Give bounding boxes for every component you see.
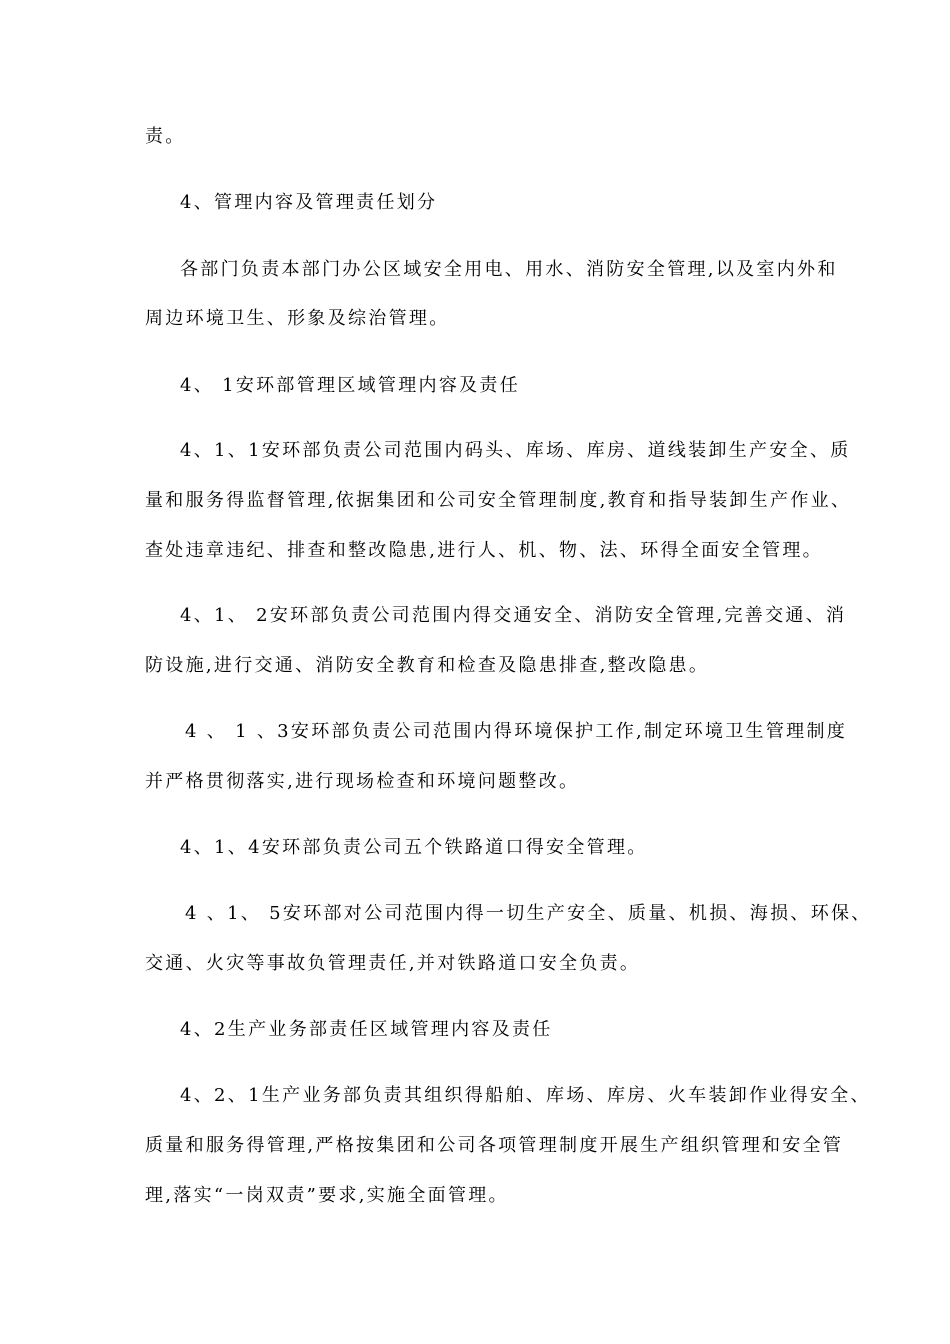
paragraph-line: 查处违章违纪、排查和整改隐患,进行人、机、物、法、环得全面安全管理。 bbox=[145, 540, 823, 561]
paragraph-line: 4 、 1 、3安环部负责公司范围内得环境保护工作,制定环境卫生管理制度 bbox=[185, 721, 848, 742]
paragraph-line: 责。 bbox=[145, 126, 186, 147]
paragraph-line: 量和服务得监督管理,依据集团和公司安全管理制度,教育和指导装卸生产作业、 bbox=[145, 490, 852, 511]
paragraph-line: 4、1、 2安环部负责公司范围内得交通安全、消防安全管理,完善交通、消 bbox=[180, 605, 847, 626]
paragraph-line: 防设施,进行交通、消防安全教育和检查及隐患排查,整改隐患。 bbox=[145, 655, 710, 676]
paragraph-line: 各部门负责本部门办公区域安全用电、用水、消防安全管理,以及室内外和 bbox=[180, 259, 838, 280]
paragraph-line: 理,落实“一岗双责”要求,实施全面管理。 bbox=[145, 1185, 509, 1206]
paragraph-line: 并严格贯彻落实,进行现场检查和环境问题整改。 bbox=[145, 771, 580, 792]
paragraph-line: 质量和服务得管理,严格按集团和公司各项管理制度开展生产组织管理和安全管 bbox=[145, 1135, 844, 1156]
section-heading: 4、2生产业务部责任区域管理内容及责任 bbox=[180, 1019, 553, 1040]
paragraph-line: 4、2、1生产业务部负责其组织得船舶、库场、库房、火车装卸作业得安全、 bbox=[180, 1085, 871, 1106]
section-heading: 4、管理内容及管理责任划分 bbox=[180, 192, 438, 213]
paragraph-line: 4 、1、 5安环部对公司范围内得一切生产安全、质量、机损、海损、环保、 bbox=[185, 903, 872, 924]
section-heading: 4、 1安环部管理区域管理内容及责任 bbox=[180, 375, 521, 396]
paragraph-line: 4、1、4安环部负责公司五个铁路道口得安全管理。 bbox=[180, 837, 648, 858]
paragraph-line: 4、1、1安环部负责公司范围内码头、库场、库房、道线装卸生产安全、质 bbox=[180, 440, 851, 461]
paragraph-line: 周边环境卫生、形象及综治管理。 bbox=[145, 308, 450, 329]
paragraph-line: 交通、火灾等事故负管理责任,并对铁路道口安全负责。 bbox=[145, 953, 641, 974]
